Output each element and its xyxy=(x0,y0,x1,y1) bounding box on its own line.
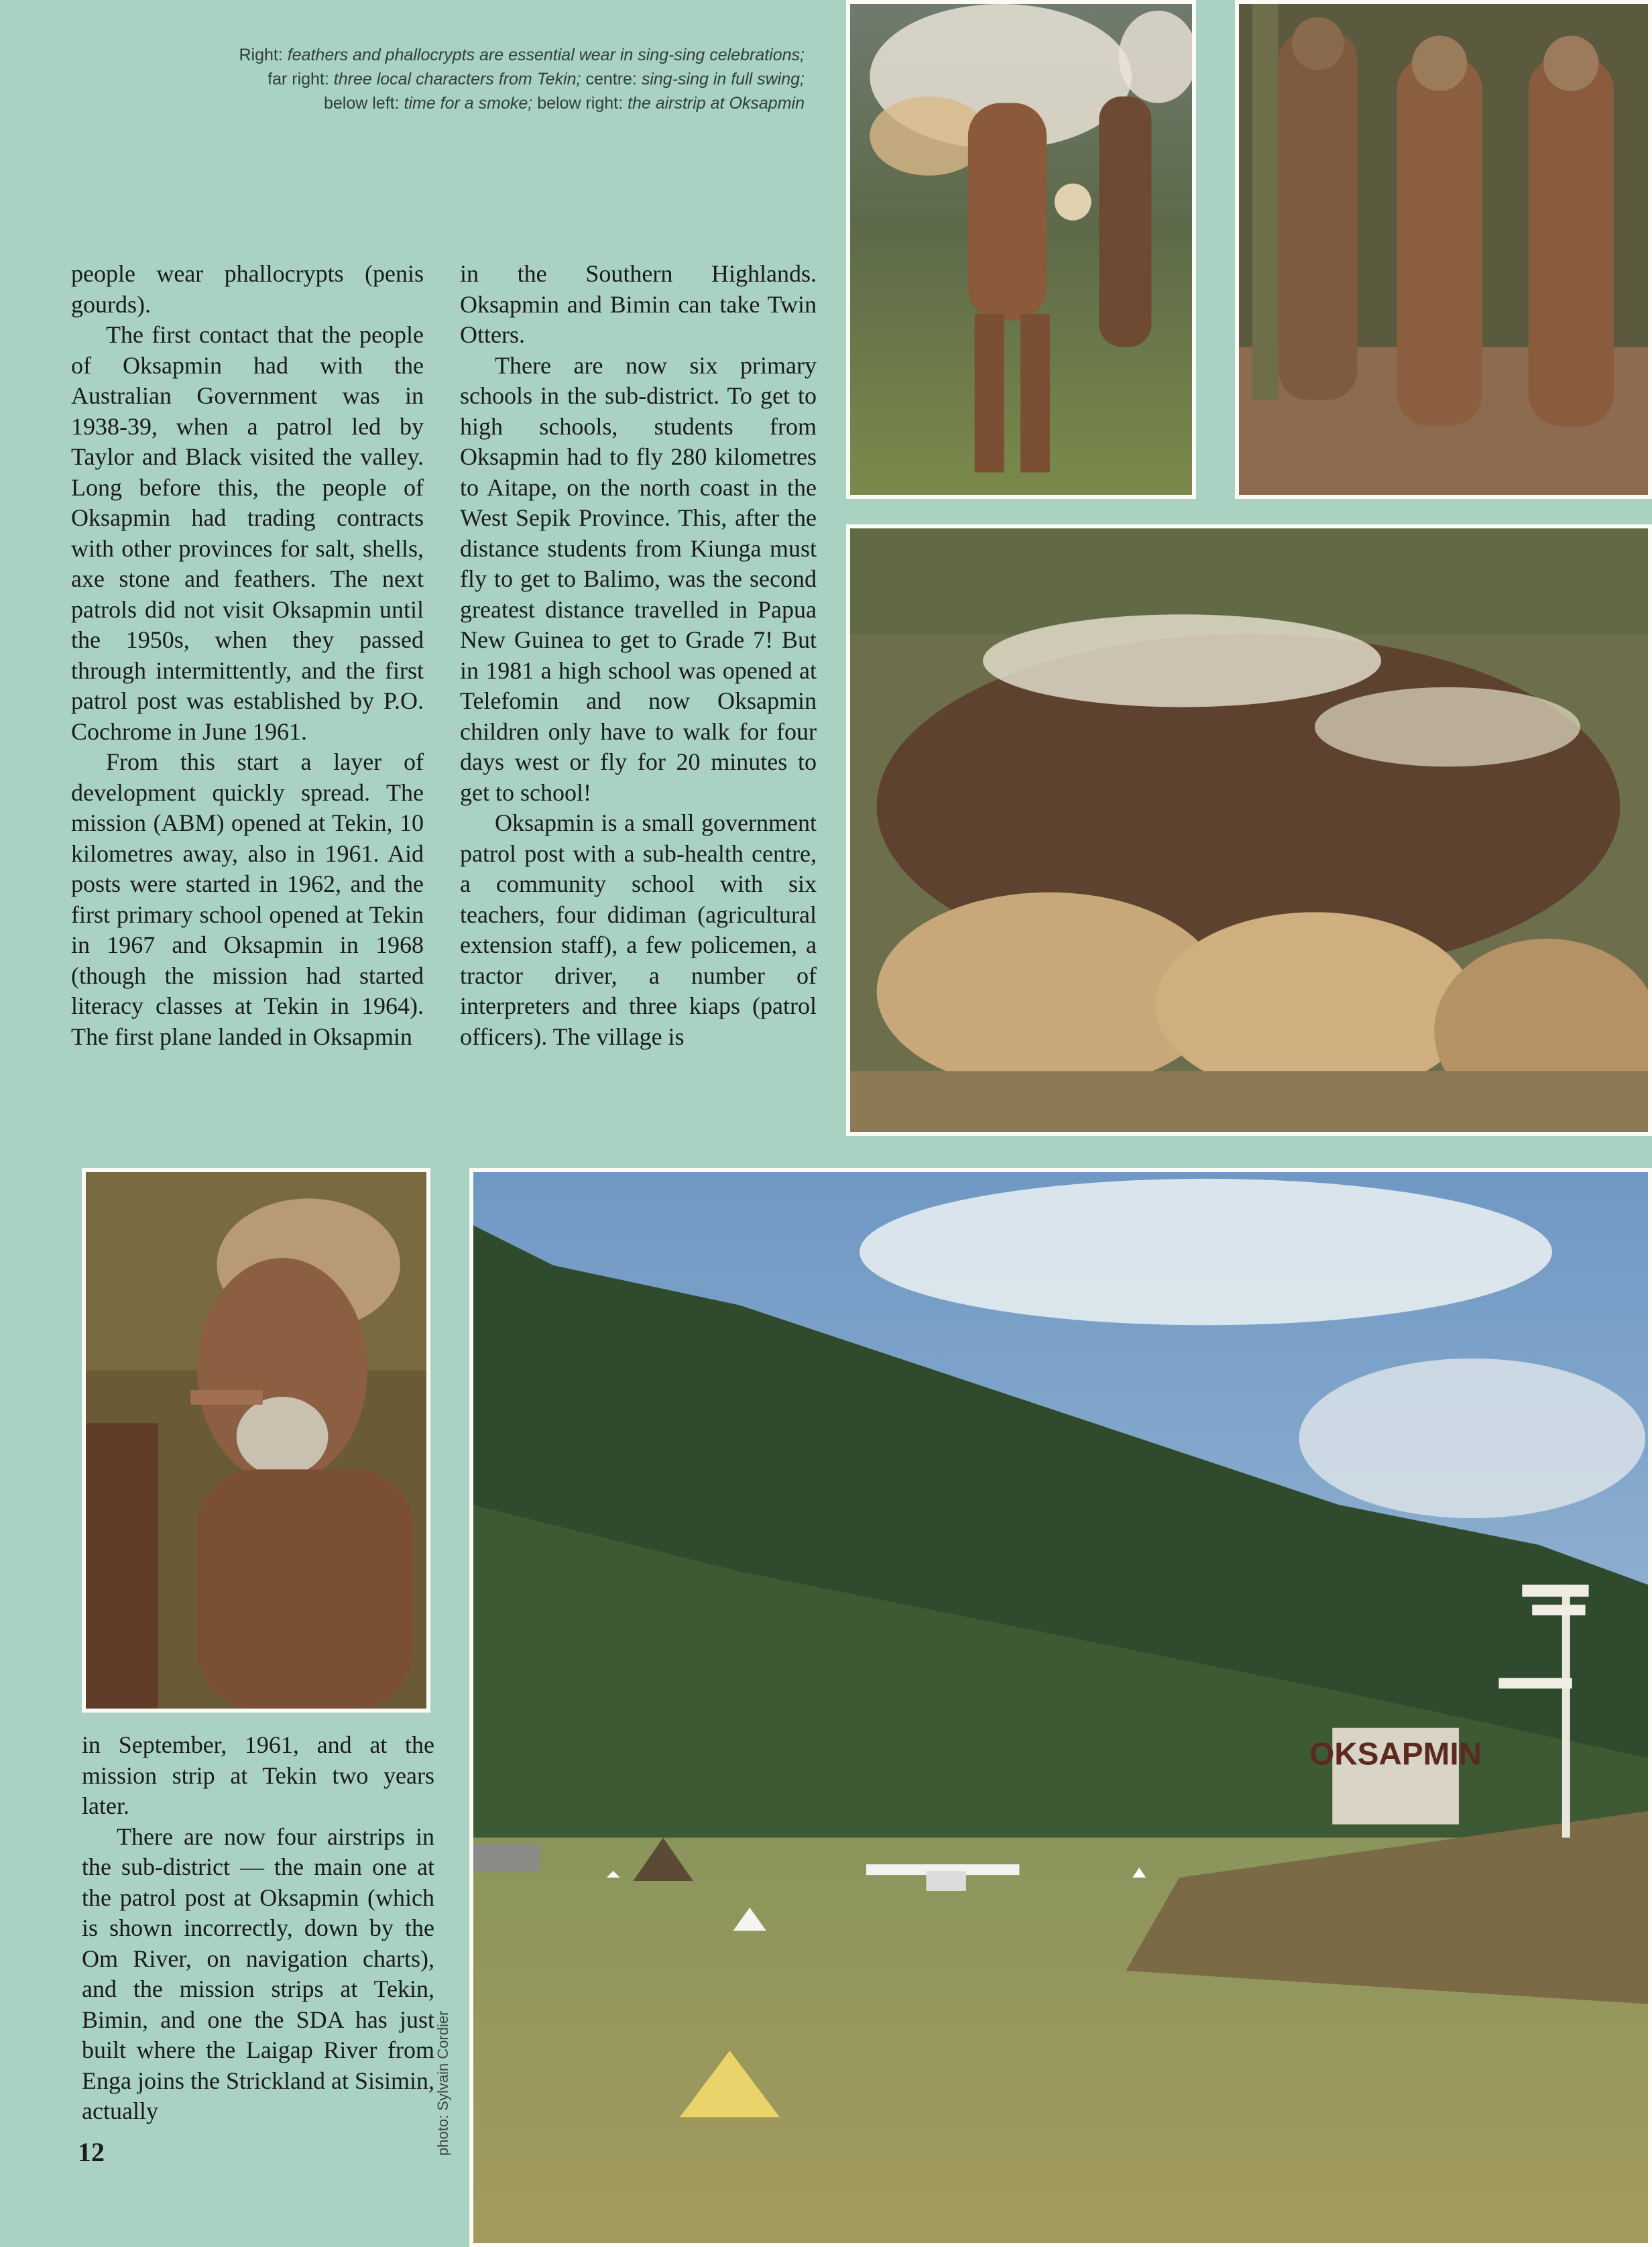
article-column-2 xyxy=(460,259,817,1052)
paragraph: in the Southern Highlands. Oksapmin and Bimin can take Twin Otters. xyxy=(460,260,817,348)
photo-credit: photo: Sylvain Cordier xyxy=(434,2010,451,2156)
caption-text: time for a smoke; xyxy=(404,94,533,113)
caption-text: feathers and phallocrypts are essential wear in sing-sing celebrations; xyxy=(287,46,805,64)
article-column-1 xyxy=(71,259,424,1052)
paragraph: Oksapmin is a small government patrol post with a sub-health centre, a community school with six teachers, four didiman (agricultural extension staff), a few policemen, a tractor driver, a number of interpreters and three kiaps (patrol officers). The village is xyxy=(460,809,817,1050)
photo-man-smoking xyxy=(82,1168,430,1713)
caption-label: below left: xyxy=(323,94,400,113)
paragraph: From this start a layer of development quickly spread. The mission (ABM) opened at Tekin, 10 kilometres away, also in 1961. Aid posts were started in 1962, and the first primary school opened at Tekin in 1967 and Oksapmin in 1968 (though the mission had started literacy classes at Tekin in 1964). The first plane landed in Oksapmin xyxy=(71,748,424,1050)
caption-text: sing-sing in full swing; xyxy=(641,70,805,89)
paragraph: There are now four airstrips in the sub-district — the main one at the patrol post at Oksapmin (which is shown incorrectly, down by the Om River, on navigation charts), and the mission strips at Tekin, Bimin, and one the SDA has just built where the Laigap River from Enga joins the Strickland at Sisimin, actually xyxy=(82,1823,434,2124)
caption-label: centre: xyxy=(585,70,637,89)
photo-oksapmin-airstrip xyxy=(469,1168,1652,2247)
airstrip-sign-text: OKSAPMIN xyxy=(1309,1736,1482,1772)
paragraph: in September, 1961, and at the mission strip at Tekin two years later. xyxy=(82,1731,434,1819)
caption-label: below right: xyxy=(537,94,624,113)
paragraph: people wear phallocrypts (penis gourds). xyxy=(71,260,424,318)
caption-label: Right: xyxy=(239,46,283,64)
paragraph: The first contact that the people of Oksapmin had with the Australian Government was in 1938-39, when a patrol led by Taylor and Black visited the valley. Long before this, the people of Oksapmin had trading contracts with other provinces for salt, shells, axe stone and feathers. The next patrols did not visit Oksapmin until the 1950s, when they passed through intermittently, and the first patrol post was established by P.O. Cochrome in June 1961. xyxy=(71,321,424,745)
paragraph: There are now six primary schools in the sub-district. To get to high schools, students from Oksapmin had to fly 280 kilometres to Aitape, on the north coast in the West Sepik Province. This, after the distance students from Kiunga must fly to get to Balimo, was the second greatest distance travelled in Papua New Guinea to get to Grade 7! But in 1981 a high school was opened at Telefomin and now Oksapmin children only have to walk for four days west or fly for 20 minutes to get to school! xyxy=(460,351,817,806)
photo-sing-sing-crowd xyxy=(846,524,1652,1136)
caption-label: far right: xyxy=(268,70,329,89)
article-column-3 xyxy=(82,1730,434,2127)
caption-text: the airstrip at Oksapmin xyxy=(628,94,805,113)
photo-feathered-dancer xyxy=(846,0,1196,499)
caption-text: three local characters from Tekin; xyxy=(333,70,581,89)
photo-three-men xyxy=(1235,0,1652,499)
page-number: 12 xyxy=(78,2137,105,2167)
photo-caption xyxy=(27,43,805,115)
